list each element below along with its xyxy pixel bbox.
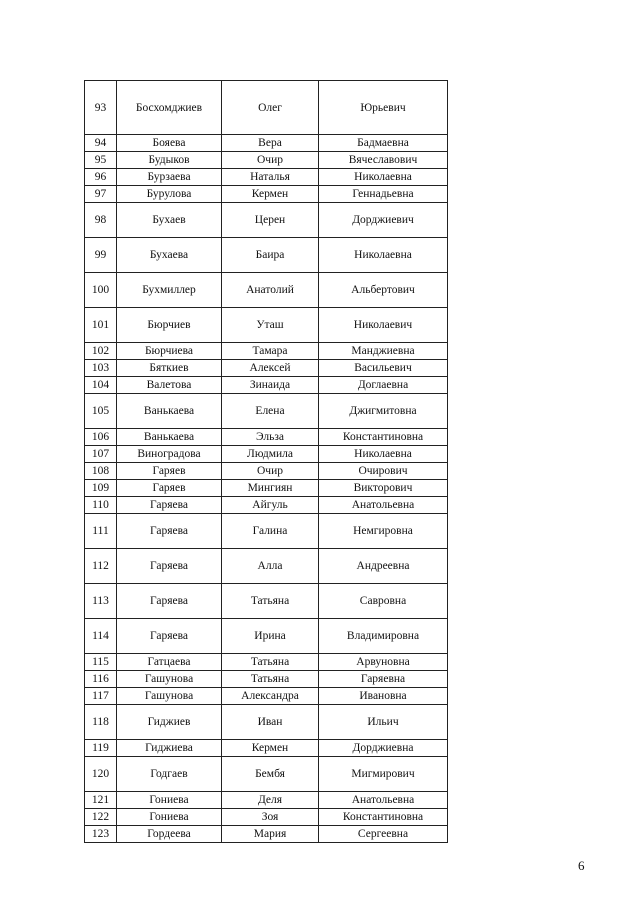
row-number-cell: 98 (85, 203, 117, 238)
first-name-cell: Кермен (222, 186, 319, 203)
table-row (85, 584, 448, 619)
patronymic-cell: Доглаевна (319, 377, 448, 394)
row-number-cell: 110 (85, 497, 117, 514)
first-name-cell: Ирина (222, 619, 319, 654)
row-number-cell: 95 (85, 152, 117, 169)
row-number-cell: 96 (85, 169, 117, 186)
roster-table (84, 80, 448, 843)
first-name-cell: Мингиян (222, 480, 319, 497)
first-name-cell: Бембя (222, 757, 319, 792)
last-name-cell: Бухмиллер (117, 273, 222, 308)
table-row (85, 394, 448, 429)
last-name-cell: Валетова (117, 377, 222, 394)
patronymic-cell: Дорджиевич (319, 203, 448, 238)
row-number-cell: 105 (85, 394, 117, 429)
last-name-cell: Гаряева (117, 514, 222, 549)
last-name-cell: Бурзаева (117, 169, 222, 186)
last-name-cell: Бояева (117, 135, 222, 152)
row-number-cell: 112 (85, 549, 117, 584)
first-name-cell: Вера (222, 135, 319, 152)
first-name-cell: Айгуль (222, 497, 319, 514)
table-row (85, 619, 448, 654)
row-number-cell: 107 (85, 446, 117, 463)
row-number-cell: 101 (85, 308, 117, 343)
row-number-cell: 122 (85, 809, 117, 826)
first-name-cell: Алла (222, 549, 319, 584)
row-number-cell: 103 (85, 360, 117, 377)
patronymic-cell: Манджиевна (319, 343, 448, 360)
row-number-cell: 108 (85, 463, 117, 480)
row-number-cell: 100 (85, 273, 117, 308)
roster-body (85, 81, 448, 843)
first-name-cell: Людмила (222, 446, 319, 463)
last-name-cell: Гашунова (117, 688, 222, 705)
row-number-cell: 93 (85, 81, 117, 135)
table-row (85, 671, 448, 688)
patronymic-cell: Анатольевна (319, 792, 448, 809)
patronymic-cell: Немгировна (319, 514, 448, 549)
table-row (85, 826, 448, 843)
last-name-cell: Босхомджиев (117, 81, 222, 135)
last-name-cell: Виноградова (117, 446, 222, 463)
last-name-cell: Гиджиева (117, 740, 222, 757)
table-row (85, 135, 448, 152)
last-name-cell: Гаряев (117, 480, 222, 497)
last-name-cell: Бухаев (117, 203, 222, 238)
table-row (85, 497, 448, 514)
patronymic-cell: Николаевна (319, 446, 448, 463)
table-row (85, 792, 448, 809)
patronymic-cell: Савровна (319, 584, 448, 619)
table-row (85, 429, 448, 446)
last-name-cell: Гаряева (117, 584, 222, 619)
patronymic-cell: Гаряевна (319, 671, 448, 688)
table-row (85, 81, 448, 135)
first-name-cell: Церен (222, 203, 319, 238)
table-row (85, 343, 448, 360)
patronymic-cell: Николаевна (319, 169, 448, 186)
patronymic-cell: Николаевна (319, 238, 448, 273)
row-number-cell: 102 (85, 343, 117, 360)
last-name-cell: Гаряева (117, 549, 222, 584)
table-row (85, 273, 448, 308)
row-number-cell: 113 (85, 584, 117, 619)
table-row (85, 549, 448, 584)
row-number-cell: 121 (85, 792, 117, 809)
first-name-cell: Зинаида (222, 377, 319, 394)
table-row (85, 446, 448, 463)
patronymic-cell: Викторович (319, 480, 448, 497)
last-name-cell: Гаряева (117, 619, 222, 654)
table-row (85, 152, 448, 169)
patronymic-cell: Геннадьевна (319, 186, 448, 203)
first-name-cell: Зоя (222, 809, 319, 826)
last-name-cell: Бухаева (117, 238, 222, 273)
patronymic-cell: Альбертович (319, 273, 448, 308)
last-name-cell: Бурулова (117, 186, 222, 203)
last-name-cell: Гиджиев (117, 705, 222, 740)
patronymic-cell: Очирович (319, 463, 448, 480)
last-name-cell: Ванькаева (117, 429, 222, 446)
patronymic-cell: Мигмирович (319, 757, 448, 792)
patronymic-cell: Константиновна (319, 429, 448, 446)
last-name-cell: Будыков (117, 152, 222, 169)
first-name-cell: Александра (222, 688, 319, 705)
patronymic-cell: Вячеславович (319, 152, 448, 169)
first-name-cell: Иван (222, 705, 319, 740)
table-row (85, 169, 448, 186)
table-row (85, 757, 448, 792)
last-name-cell: Гатцаева (117, 654, 222, 671)
row-number-cell: 106 (85, 429, 117, 446)
last-name-cell: Гордеева (117, 826, 222, 843)
first-name-cell: Деля (222, 792, 319, 809)
last-name-cell: Бюрчиев (117, 308, 222, 343)
row-number-cell: 111 (85, 514, 117, 549)
patronymic-cell: Дорджиевна (319, 740, 448, 757)
patronymic-cell: Николаевич (319, 308, 448, 343)
row-number-cell: 117 (85, 688, 117, 705)
patronymic-cell: Арвуновна (319, 654, 448, 671)
table-row (85, 514, 448, 549)
table-row (85, 377, 448, 394)
last-name-cell: Годгаев (117, 757, 222, 792)
row-number-cell: 99 (85, 238, 117, 273)
last-name-cell: Гаряев (117, 463, 222, 480)
first-name-cell: Очир (222, 463, 319, 480)
row-number-cell: 118 (85, 705, 117, 740)
row-number-cell: 123 (85, 826, 117, 843)
first-name-cell: Татьяна (222, 671, 319, 688)
last-name-cell: Ванькаева (117, 394, 222, 429)
first-name-cell: Олег (222, 81, 319, 135)
row-number-cell: 116 (85, 671, 117, 688)
page-number: 6 (578, 858, 585, 873)
first-name-cell: Тамара (222, 343, 319, 360)
patronymic-cell: Васильевич (319, 360, 448, 377)
row-number-cell: 109 (85, 480, 117, 497)
table-row (85, 360, 448, 377)
first-name-cell: Мария (222, 826, 319, 843)
row-number-cell: 114 (85, 619, 117, 654)
table-row (85, 203, 448, 238)
row-number-cell: 104 (85, 377, 117, 394)
last-name-cell: Гашунова (117, 671, 222, 688)
first-name-cell: Эльза (222, 429, 319, 446)
table-row (85, 688, 448, 705)
row-number-cell: 119 (85, 740, 117, 757)
patronymic-cell: Андреевна (319, 549, 448, 584)
table-row (85, 480, 448, 497)
first-name-cell: Очир (222, 152, 319, 169)
patronymic-cell: Константиновна (319, 809, 448, 826)
patronymic-cell: Владимировна (319, 619, 448, 654)
row-number-cell: 97 (85, 186, 117, 203)
table-row (85, 238, 448, 273)
first-name-cell: Баира (222, 238, 319, 273)
patronymic-cell: Ильич (319, 705, 448, 740)
patronymic-cell: Сергеевна (319, 826, 448, 843)
first-name-cell: Алексей (222, 360, 319, 377)
first-name-cell: Наталья (222, 169, 319, 186)
last-name-cell: Бюрчиева (117, 343, 222, 360)
last-name-cell: Бяткиев (117, 360, 222, 377)
patronymic-cell: Бадмаевна (319, 135, 448, 152)
first-name-cell: Кермен (222, 740, 319, 757)
table-row (85, 740, 448, 757)
last-name-cell: Гониева (117, 792, 222, 809)
table-row (85, 809, 448, 826)
row-number-cell: 120 (85, 757, 117, 792)
first-name-cell: Уташ (222, 308, 319, 343)
last-name-cell: Гаряева (117, 497, 222, 514)
first-name-cell: Татьяна (222, 584, 319, 619)
first-name-cell: Галина (222, 514, 319, 549)
table-row (85, 308, 448, 343)
last-name-cell: Гониева (117, 809, 222, 826)
table-row (85, 654, 448, 671)
table-row (85, 186, 448, 203)
first-name-cell: Татьяна (222, 654, 319, 671)
row-number-cell: 94 (85, 135, 117, 152)
patronymic-cell: Джигмитовна (319, 394, 448, 429)
first-name-cell: Анатолий (222, 273, 319, 308)
patronymic-cell: Юрьевич (319, 81, 448, 135)
table-row (85, 463, 448, 480)
table-row (85, 705, 448, 740)
row-number-cell: 115 (85, 654, 117, 671)
patronymic-cell: Анатольевна (319, 497, 448, 514)
patronymic-cell: Ивановна (319, 688, 448, 705)
first-name-cell: Елена (222, 394, 319, 429)
